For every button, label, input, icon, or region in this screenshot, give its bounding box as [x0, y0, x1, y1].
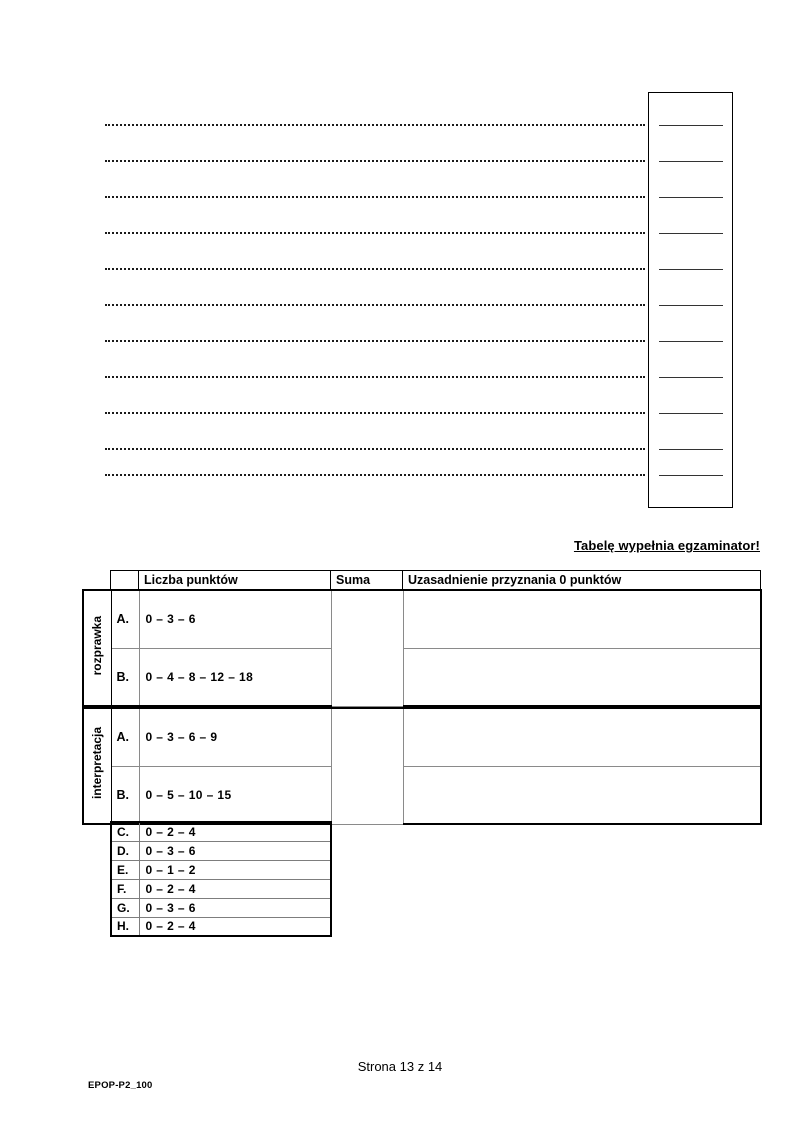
table-row [111, 917, 331, 936]
table-row [111, 860, 331, 879]
group-label-rozprawka: rozprawka [83, 590, 111, 706]
answer-line[interactable] [105, 232, 645, 234]
row-key: A. [111, 590, 139, 648]
answer-line[interactable] [105, 160, 645, 162]
table-row [111, 879, 331, 898]
row-points: 0 – 3 – 6 [139, 590, 331, 648]
sum-cell[interactable] [331, 590, 403, 706]
table-row [83, 766, 761, 824]
examiner-table-heading: Tabelę wypełnia egzaminator! [573, 538, 760, 553]
examiner-score-box[interactable] [648, 92, 733, 508]
row-points: 0 – 2 – 4 [139, 879, 331, 898]
row-points: 0 – 4 – 8 – 12 – 18 [139, 648, 331, 706]
score-rule[interactable] [659, 341, 723, 342]
row-points: 0 – 3 – 6 [139, 841, 331, 860]
scoring-group-rozprawka [82, 589, 762, 707]
score-rule[interactable] [659, 125, 723, 126]
answer-writing-area [105, 92, 645, 512]
answer-line[interactable] [105, 340, 645, 342]
justification-cell[interactable] [403, 648, 761, 706]
table-header-row [111, 571, 761, 590]
justification-cell[interactable] [403, 766, 761, 824]
row-key: C. [111, 822, 139, 841]
answer-line[interactable] [105, 124, 645, 126]
row-points: 0 – 2 – 4 [139, 917, 331, 936]
table-row [111, 822, 331, 841]
row-points: 0 – 2 – 4 [139, 822, 331, 841]
score-rule[interactable] [659, 305, 723, 306]
row-key: F. [111, 879, 139, 898]
scoring-table-header [110, 570, 761, 590]
table-row [111, 898, 331, 917]
answer-line[interactable] [105, 268, 645, 270]
row-key: A. [111, 708, 139, 766]
answer-line[interactable] [105, 376, 645, 378]
page-number: Strona 13 z 14 [357, 1059, 443, 1074]
row-key: H. [111, 917, 139, 936]
sum-cell[interactable] [331, 708, 403, 824]
table-row [111, 841, 331, 860]
answer-line[interactable] [105, 412, 645, 414]
header-points: Liczba punktów [139, 571, 331, 590]
header-sum: Suma [331, 571, 403, 590]
score-rule[interactable] [659, 377, 723, 378]
row-key: B. [111, 766, 139, 824]
row-points: 0 – 3 – 6 [139, 898, 331, 917]
row-key: E. [111, 860, 139, 879]
answer-line[interactable] [105, 448, 645, 450]
group-label-interpretacja: interpretacja [83, 708, 111, 824]
scoring-subtable [110, 821, 332, 937]
justification-cell[interactable] [403, 708, 761, 766]
row-points: 0 – 1 – 2 [139, 860, 331, 879]
justification-cell[interactable] [403, 590, 761, 648]
document-code: EPOP-P2_100 [88, 1080, 153, 1091]
row-points: 0 – 5 – 10 – 15 [139, 766, 331, 824]
score-rule[interactable] [659, 197, 723, 198]
score-rule[interactable] [659, 475, 723, 476]
answer-line[interactable] [105, 304, 645, 306]
score-rule[interactable] [659, 233, 723, 234]
score-rule[interactable] [659, 161, 723, 162]
row-points: 0 – 3 – 6 – 9 [139, 708, 331, 766]
table-row [83, 590, 761, 648]
score-rule[interactable] [659, 269, 723, 270]
scoring-group-interpretacja [82, 707, 762, 825]
header-justification: Uzasadnienie przyznania 0 punktów [403, 571, 761, 590]
header-blank [111, 571, 139, 590]
table-row [83, 648, 761, 706]
answer-line[interactable] [105, 474, 645, 476]
answer-line[interactable] [105, 196, 645, 198]
score-rule[interactable] [659, 449, 723, 450]
row-key: G. [111, 898, 139, 917]
score-rule[interactable] [659, 413, 723, 414]
row-key: D. [111, 841, 139, 860]
table-row [83, 708, 761, 766]
row-key: B. [111, 648, 139, 706]
